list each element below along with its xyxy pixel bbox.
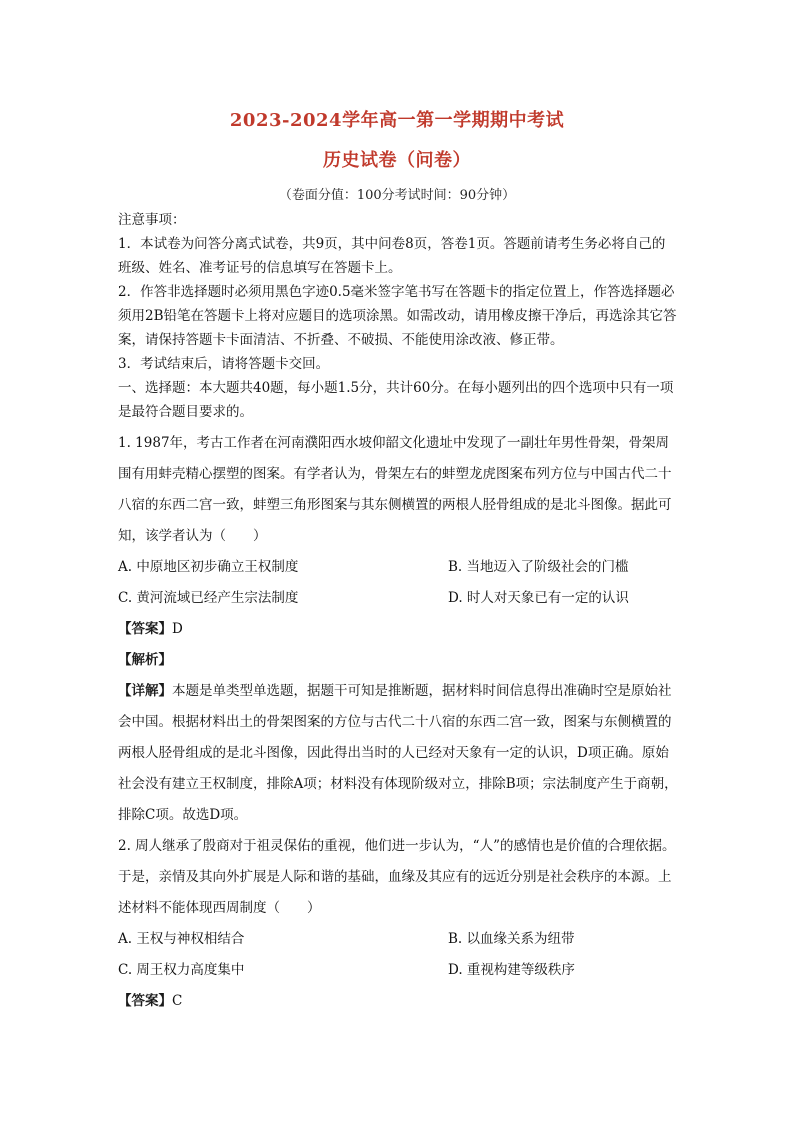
question-options (118, 924, 678, 986)
option-a: A. 中原地区初步确立王权制度 (118, 559, 299, 575)
detail-tag: 【详解】 (118, 683, 172, 699)
option-d: D. 时人对天象已有一定的认识 (448, 590, 629, 606)
option-b: B. 当地迈入了阶级社会的门槛 (448, 559, 629, 575)
answer-tag: 【答案】 (118, 621, 172, 637)
analysis-tag: 【解析】 (118, 652, 172, 668)
answer-line (118, 614, 678, 645)
note-item: 2．作答非选择题时必须用黑色字迹0.5毫米签字笔书写在答题卡的指定位置上，作答选择题必须用2B铅笔在答题卡上将对应题目的选项涂黑。如需改动，请用橡皮擦干净后，再选涂其它答案，请保持答题卡卡面清洁、不折叠、不破损、不能使用涂改液、修正带。 (118, 284, 677, 348)
notes-heading: 注意事项： (118, 212, 186, 228)
question-options (118, 552, 678, 614)
question-2 (118, 831, 678, 1017)
detail-paragraph (118, 676, 678, 831)
note-item: 3．考试结束后，请将答题卡交回。 (118, 356, 330, 372)
exam-info: （卷面分值：100分考试时间：90分钟） (278, 188, 516, 203)
section-heading: 一、选择题：本大题共40题，每小题1.5分，共计60分。在每小题列出的四个选项中只有一项是最符合题目要求的。 (118, 380, 674, 420)
note-item: 1．本试卷为问答分离式试卷，共9页，其中问卷8页，答卷1页。答题前请考生务必将自己的班级、姓名、准考证号的信息填写在答题卡上。 (118, 236, 666, 276)
answer-tag: 【答案】 (118, 993, 172, 1009)
answer-value: C (172, 993, 183, 1009)
answer-value: D (172, 621, 183, 637)
detail-text: 本题是单类型单选题，据题干可知是推断题，据材料时间信息得出准确时空是原始社会中国。根据材料出土的骨架图案的方位与古代二十八宿的东西二宫一致，图案与东侧横置的两根人胫骨组成的是北斗图像，因此得出当时的人已经对天象有一定的认识，D项正确。原始社会没有建立王权制度，排除A项；材料没有体现阶级对立，排除B项；宗法制度产生于商朝，排除C项。故选D项。 (118, 683, 678, 823)
exam-content (118, 208, 678, 1017)
answer-line (118, 986, 678, 1017)
question-stem: 1. 1987年，考古工作者在河南濮阳西水坡仰韶文化遗址中发现了一副壮年男性骨架，骨架周围有用蚌壳精心摆塑的图案。有学者认为，骨架左右的蚌塑龙虎图案布列方位与中国古代二十八宿的东西二宫一致，蚌塑三角形图案与其东侧横置的两根人胫骨组成的是北斗图像。据此可知，该学者认为（ ） (118, 435, 672, 544)
option-c: C. 周王权力高度集中 (118, 962, 245, 978)
analysis-line (118, 645, 678, 676)
option-b: B. 以血缘关系为纽带 (448, 931, 575, 947)
question-stem: 2. 周人继承了殷商对于祖灵保佑的重视，他们进一步认为，“人”的感情也是价值的合理依据。于是，亲情及其向外扩展是人际和谐的基础，血缘及其应有的远近分别是社会秩序的本源。上述材料不能体现西周制度（ ） (118, 838, 676, 916)
option-c: C. 黄河流域已经产生宗法制度 (118, 590, 299, 606)
question-1 (118, 428, 678, 831)
option-d: D. 重视构建等级秩序 (448, 962, 575, 978)
exam-subtitle: 历史试卷（问卷） (323, 150, 471, 171)
option-a: A. 王权与神权相结合 (118, 931, 245, 947)
exam-title: 2023-2024学年高一第一学期期中考试 (229, 110, 565, 131)
